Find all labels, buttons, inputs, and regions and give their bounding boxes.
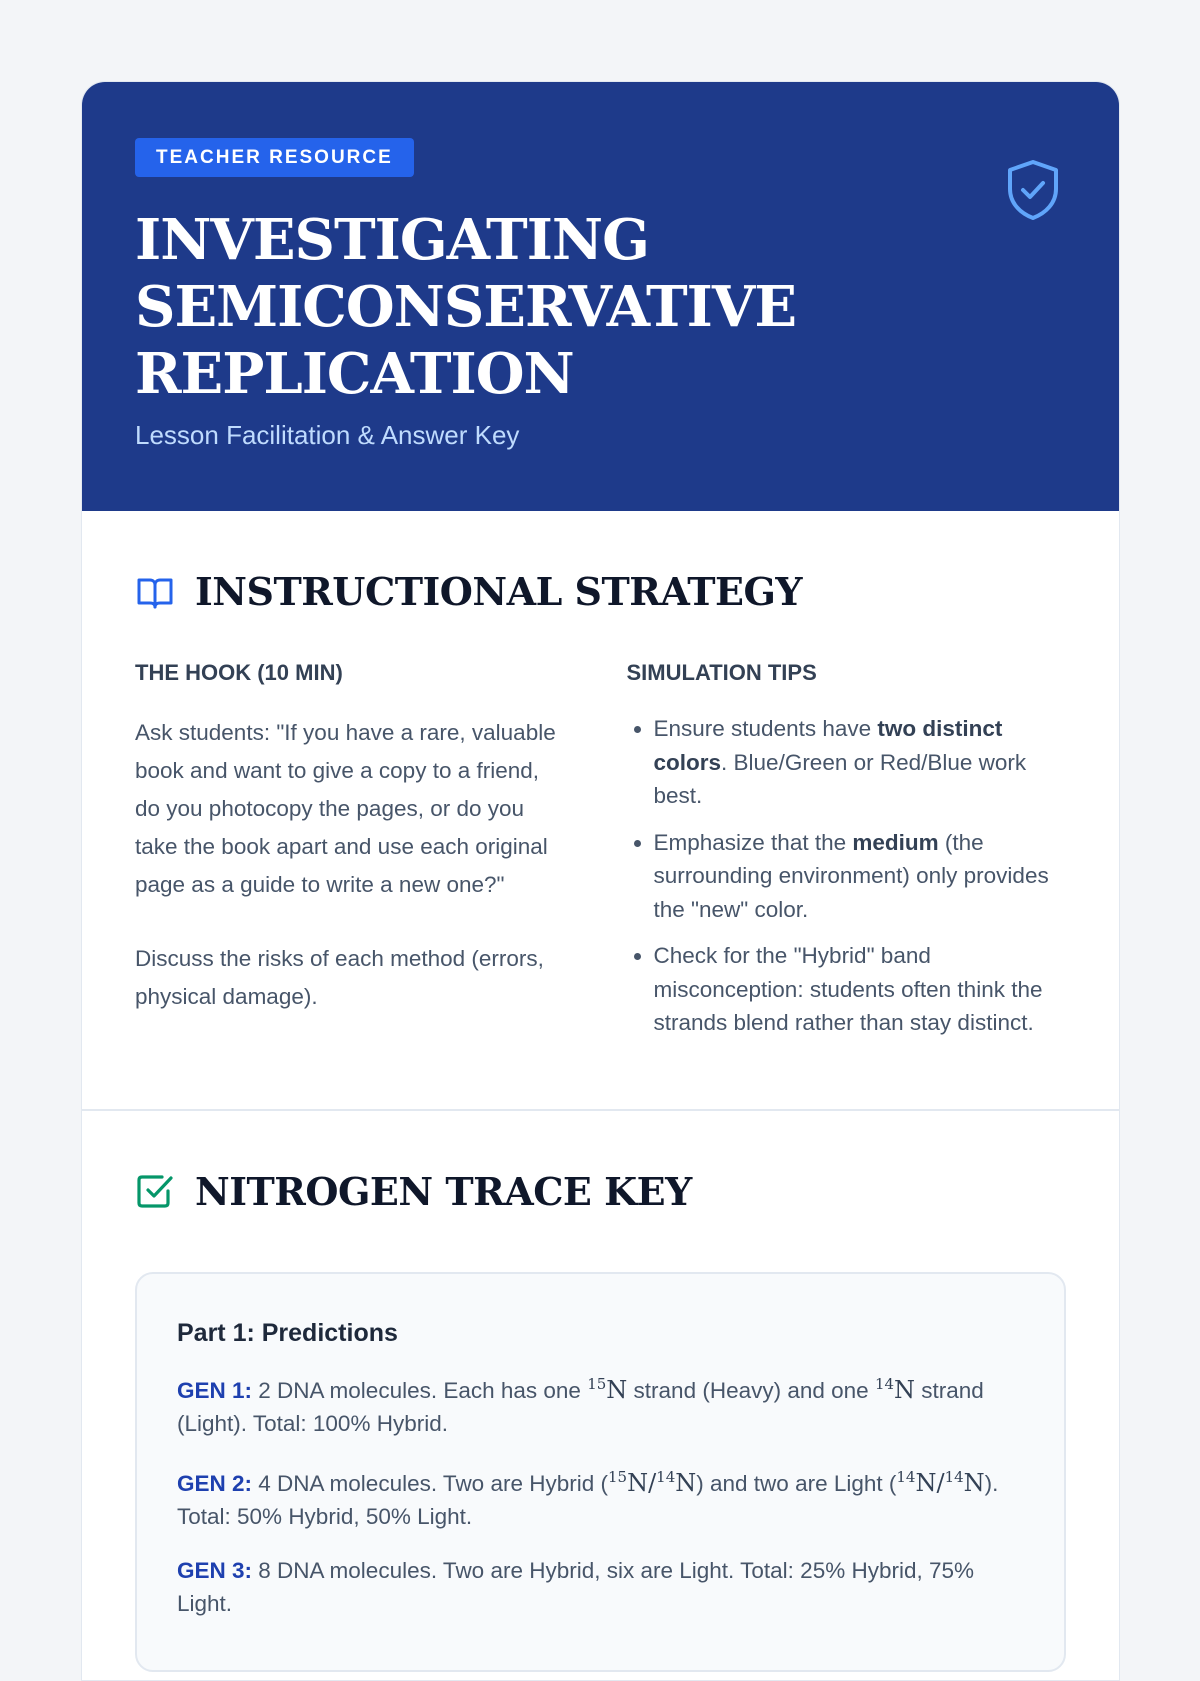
hook-paragraph: Ask students: "If you have a rare, valuable book and want to give a copy to a friend, do you photocopy the pages, or do you take the book apart and use each original page as a guide to write a new one?" — [135, 714, 563, 904]
hook-column — [135, 660, 563, 1053]
title-line: REPLICATION — [135, 341, 1066, 408]
gen-label: GEN 3: — [177, 1558, 252, 1583]
title-line: INVESTIGATING — [135, 207, 1066, 274]
page-title — [135, 207, 1066, 408]
list-item: • Ensure students have two distinct colors. Blue/Green or Red/Blue work best. — [654, 712, 1067, 813]
hook-heading: THE HOOK (10 MIN) — [135, 660, 563, 686]
gen-2-answer: GEN 2: 4 DNA molecules. Two are Hybrid ($^{15}$N/$^{14}$N) and two are Light ($^{14}$N/$^{14}$N). Total: 50% Hybrid, 50% Light. — [177, 1461, 1024, 1534]
list-item: • Check for the "Hybrid" band misconception: students often think the strands blend rather than stay distinct. — [654, 939, 1067, 1040]
title-line: SEMICONSERVATIVE — [135, 274, 1066, 341]
part-title: Part 1: Predictions — [177, 1319, 1024, 1348]
gen-label: GEN 2: — [177, 1471, 252, 1496]
answer-key-box — [135, 1272, 1066, 1672]
gen-1-answer: GEN 1: 2 DNA molecules. Each has one $^{15}$N strand (Heavy) and one $^{14}$N strand (Light). Total: 100% Hybrid. — [177, 1368, 1024, 1441]
nitrogen-trace-key-section — [82, 1109, 1119, 1681]
resource-badge: TEACHER RESOURCE — [135, 138, 414, 177]
instructional-strategy-section — [82, 511, 1119, 1109]
shield-check-icon — [1005, 158, 1061, 222]
gen-3-answer: GEN 3: 8 DNA molecules. Two are Hybrid, six are Light. Total: 25% Hybrid, 75% Light. — [177, 1554, 1024, 1621]
hero-header — [82, 82, 1119, 511]
tips-heading: SIMULATION TIPS — [627, 660, 1067, 686]
tips-list — [627, 712, 1067, 1040]
tips-column — [627, 660, 1067, 1053]
section-title: NITROGEN TRACE KEY — [195, 1169, 692, 1214]
resource-card — [81, 81, 1120, 1681]
check-square-icon — [135, 1171, 175, 1211]
gen-label: GEN 1: — [177, 1378, 252, 1403]
open-book-icon — [135, 572, 175, 612]
list-item: • Emphasize that the medium (the surrounding environment) only provides the "new" color. — [654, 826, 1067, 927]
hook-paragraph: Discuss the risks of each method (errors, physical damage). — [135, 940, 563, 1016]
section-title: INSTRUCTIONAL STRATEGY — [195, 569, 802, 614]
page-subtitle: Lesson Facilitation & Answer Key — [135, 420, 1066, 451]
